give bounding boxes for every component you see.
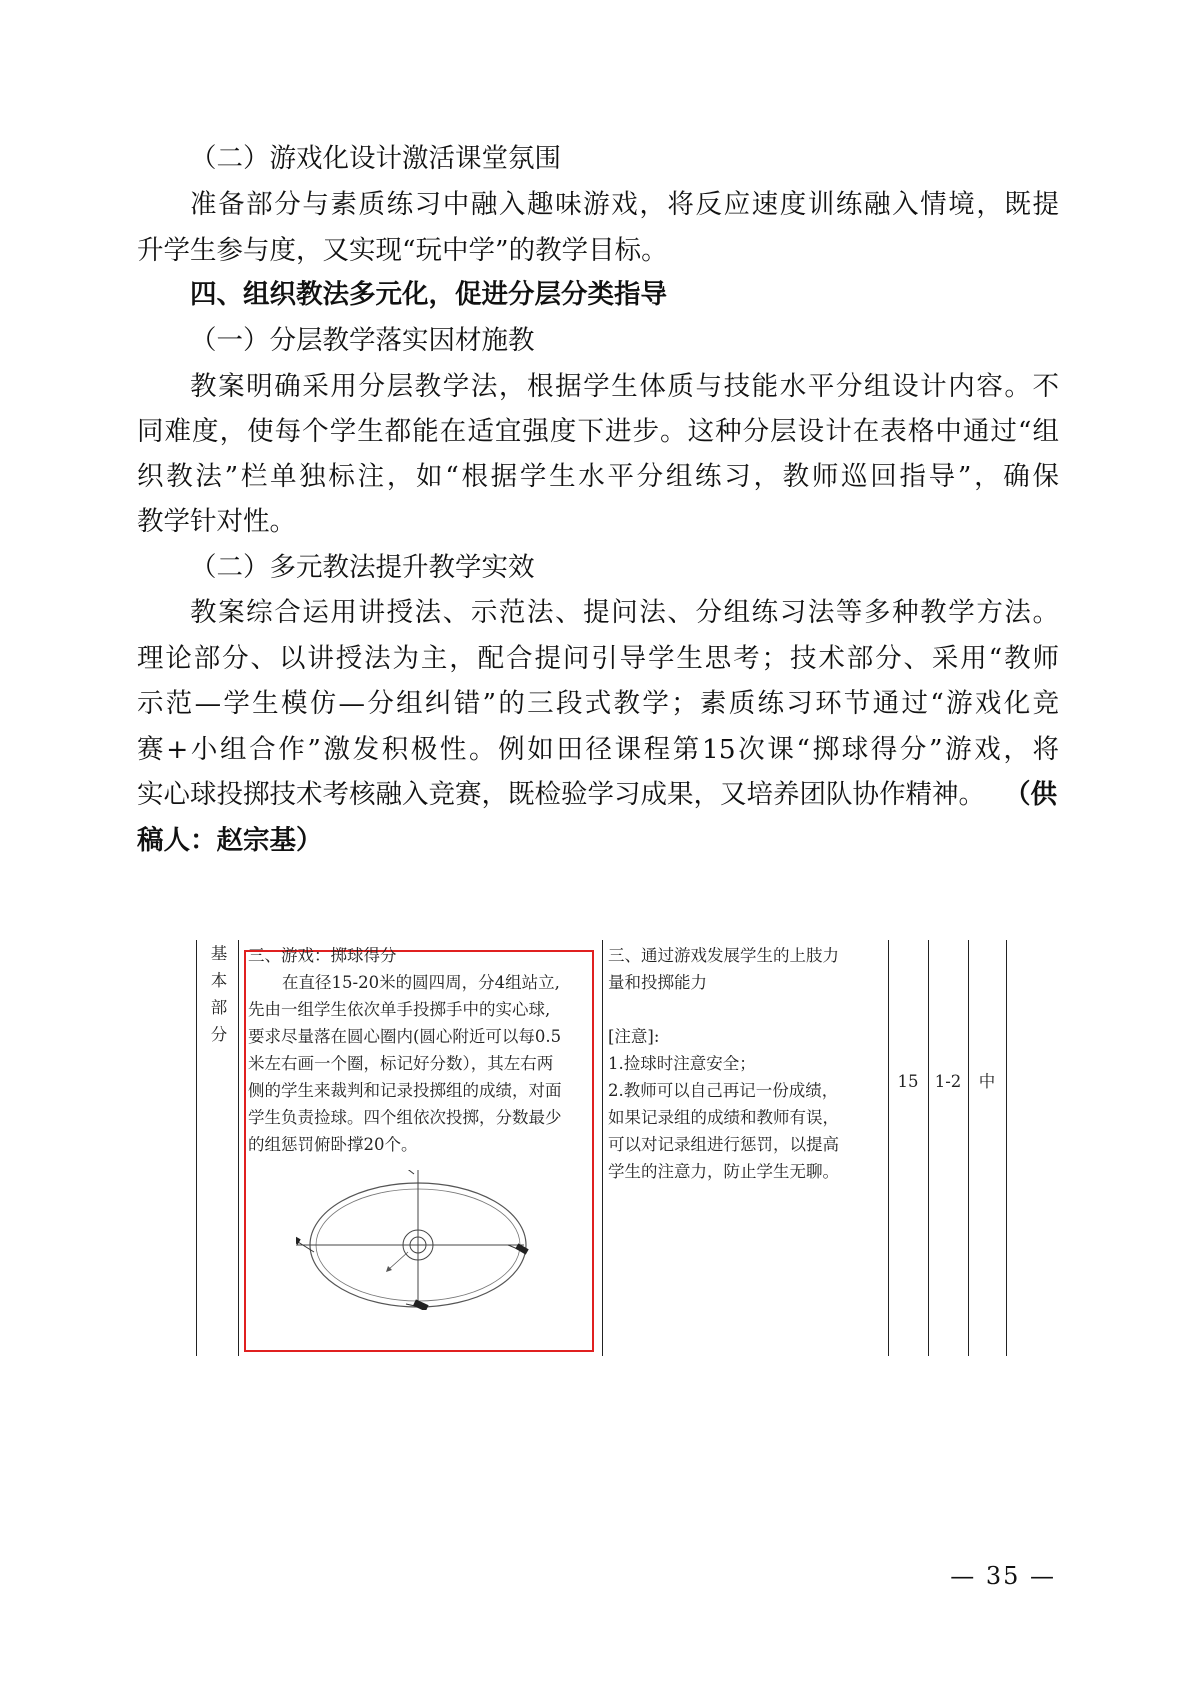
para-layer-line-2: 同难度，使每个学生都能在适宜强度下进步。这种分层设计在表格中通过“组 bbox=[137, 416, 1059, 447]
throw-arrow bbox=[388, 1252, 408, 1270]
page-number: — 35 — bbox=[950, 1562, 1056, 1590]
para-multi-tail: （供 bbox=[1004, 779, 1057, 810]
author-credit: 稿人：赵宗基） bbox=[137, 825, 323, 856]
time-cell: 15 bbox=[897, 1072, 919, 1091]
para-game-line-1: 准备部分与素质练习中融入趣味游戏，将反应速度训练融入情境，既提 bbox=[190, 189, 1059, 220]
para-multi-line-2: 理论部分、以讲授法为主，配合提问引导学生思考；技术部分、采用“教师 bbox=[137, 643, 1059, 674]
intensity-cell: 中 bbox=[978, 1072, 996, 1091]
content-cell: 三、游戏：掷球得分 在直径15-20米的圆四周，分4组站立, 先由一组学生依次单手投掷手中的实心球, 要求尽量落在圆心圈内(圆心附近可以每0.5 米左右画一个圈，标记好分数），其左右两 侧的学生来裁判和记录投掷组的成绩，对面 学生负责捡球。四个组依次投掷，分数最少 的组惩罚俯卧撑20个。 bbox=[248, 942, 590, 1158]
content-title: 三、游戏：掷球得分 bbox=[248, 946, 397, 965]
reps-cell: 1-2 bbox=[934, 1072, 962, 1091]
para-multi-line-1: 教案综合运用讲授法、示范法、提问法、分组练习法等多种教学方法。 bbox=[190, 597, 1059, 628]
heading-4: 四、组织教法多元化，促进分层分类指导 bbox=[190, 279, 667, 310]
lesson-plan-table bbox=[196, 940, 1006, 1356]
para-multi-line-3: 示范—学生模仿—分组纠错”的三段式教学；素质练习环节通过“游戏化竞 bbox=[137, 688, 1059, 719]
goal-cell: 三、通过游戏发展学生的上肢力 量和投掷能力 [注意]: 1.捡球时注意安全； 2.教师可以自己再记一份成绩， 如果记录组的成绩和教师有误， 可以对记录组进行惩罚，以提高 学生的注意力，防止学生无聊。 bbox=[608, 946, 839, 1181]
para-multi-line-5: 实心球投掷技术考核融入竞赛，既检验学习成果，又培养团队协作精神。 bbox=[137, 779, 985, 810]
para-layer-line-4: 教学针对性。 bbox=[137, 506, 296, 537]
throwing-circle-diagram bbox=[296, 1170, 536, 1310]
para-multi-line-4: 赛+小组合作”激发积极性。例如田径课程第15次课“掷球得分”游戏，将 bbox=[137, 734, 1059, 765]
para-layer-line-3: 织教法”栏单独标注，如“根据学生水平分组练习，教师巡回指导”，确保 bbox=[137, 461, 1059, 492]
thrower-top-icon bbox=[393, 1170, 414, 1174]
section-2-title: （二）游戏化设计激活课堂氛围 bbox=[190, 143, 561, 174]
para-layer-line-1: 教案明确采用分层教学法，根据学生体质与技能水平分组设计内容。不 bbox=[190, 371, 1059, 402]
para-game-line-2: 升学生参与度，又实现“玩中学”的教学目标。 bbox=[137, 235, 668, 266]
sub-2-title: （二）多元教法提升教学实效 bbox=[190, 552, 535, 583]
sub-1-title: （一）分层教学落实因材施教 bbox=[190, 325, 535, 356]
part-label: 基 本 部 分 bbox=[210, 944, 228, 1044]
